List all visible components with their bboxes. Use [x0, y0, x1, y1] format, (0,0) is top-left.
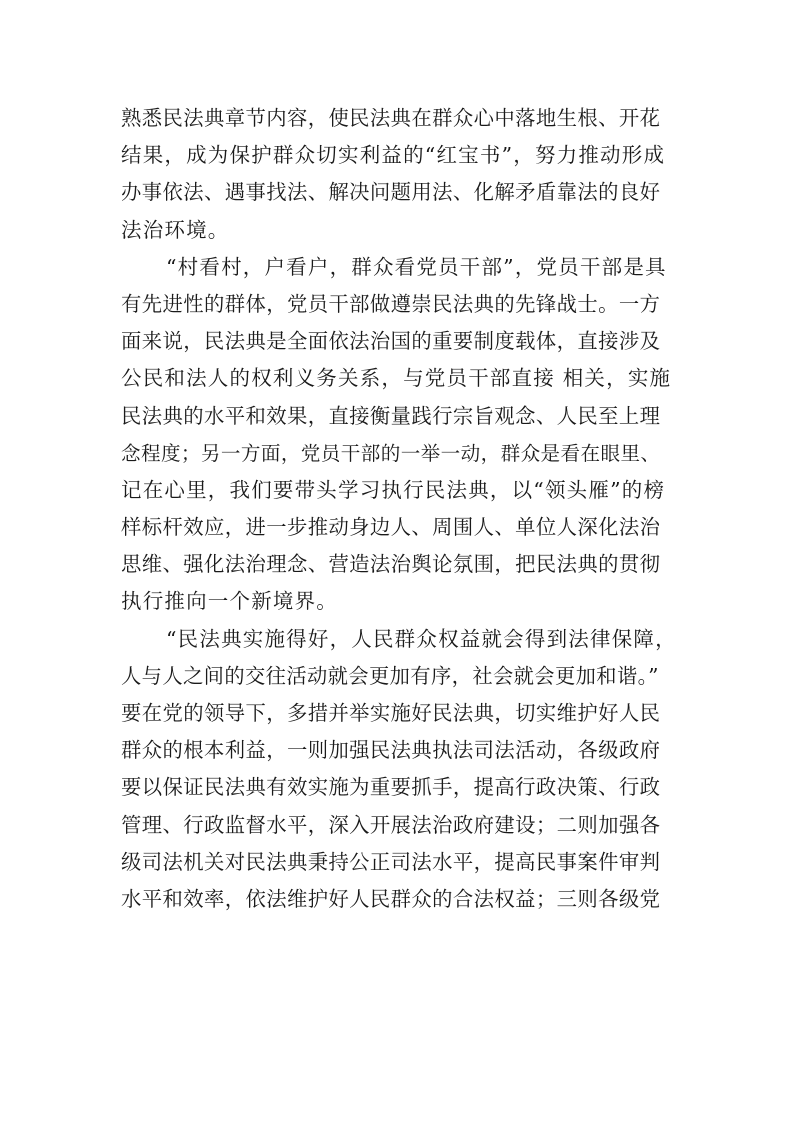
- text-line: 要在党的领导下，多措并举实施好民法典，切实维护好人民: [121, 701, 661, 725]
- text-line: 熟悉民法典章节内容，使民法典在群众心中落地生根、开花: [121, 106, 661, 130]
- text-line: 管理、行政监督水平，深入开展法治政府建设；二则加强各: [121, 812, 661, 837]
- text-line: 执行推向一个新境界。: [121, 589, 338, 614]
- text-line: 思维、强化法治理念、营造法治舆论氛围，把民法典的贯彻: [121, 552, 661, 577]
- text-line: 办事依法、遇事找法、解决问题用法、化解矛盾靠法的良好: [121, 180, 661, 205]
- text-line: 面来说，民法典是全面依法治国的重要制度载体，直接涉及: [121, 329, 661, 354]
- text-line: 有先进性的群体，党员干部做遵崇民法典的先锋战士。一方: [121, 291, 661, 316]
- text-line: 群众的根本利益，一则加强民法典执法司法活动，各级政府: [121, 738, 661, 763]
- text-line: 样标杆效应，进一步推动身边人、周围人、单位人深化法治: [121, 515, 661, 540]
- text-line: 记在心里，我们要带头学习执行民法典，以“领头雁”的榜: [121, 477, 666, 502]
- text-line: 级司法机关对民法典秉持公正司法水平，提高民事案件审判: [121, 849, 661, 874]
- paragraph-first-line: “村看村，户看户，群众看党员干部”，党员干部是具: [166, 254, 667, 279]
- text-line: 公民和法人的权利义务关系，与党员干部直接 相关，实施: [121, 366, 672, 391]
- text-line: 法治环境。: [121, 217, 230, 242]
- text-line: 结果，成为保护群众切实利益的“红宝书”，努力推动形成: [121, 143, 666, 168]
- body-text: [121, 100, 681, 918]
- paragraph-first-line: “民法典实施得好，人民群众权益就会得到法律保障，: [166, 626, 677, 651]
- text-line: 水平和效率，依法维护好人民群众的合法权益；三则各级党: [121, 886, 661, 911]
- text-line: 人与人之间的交往活动就会更加有序，社会就会更加和谐。”: [121, 663, 659, 688]
- text-line: 要以保证民法典有效实施为重要抓手，提高行政决策、行政: [121, 775, 661, 800]
- text-line: 念程度；另一方面，党员干部的一举一动，群众是看在眼里、: [121, 441, 661, 465]
- text-line: 民法典的水平和效果，直接衡量践行宗旨观念、人民至上理: [121, 403, 661, 428]
